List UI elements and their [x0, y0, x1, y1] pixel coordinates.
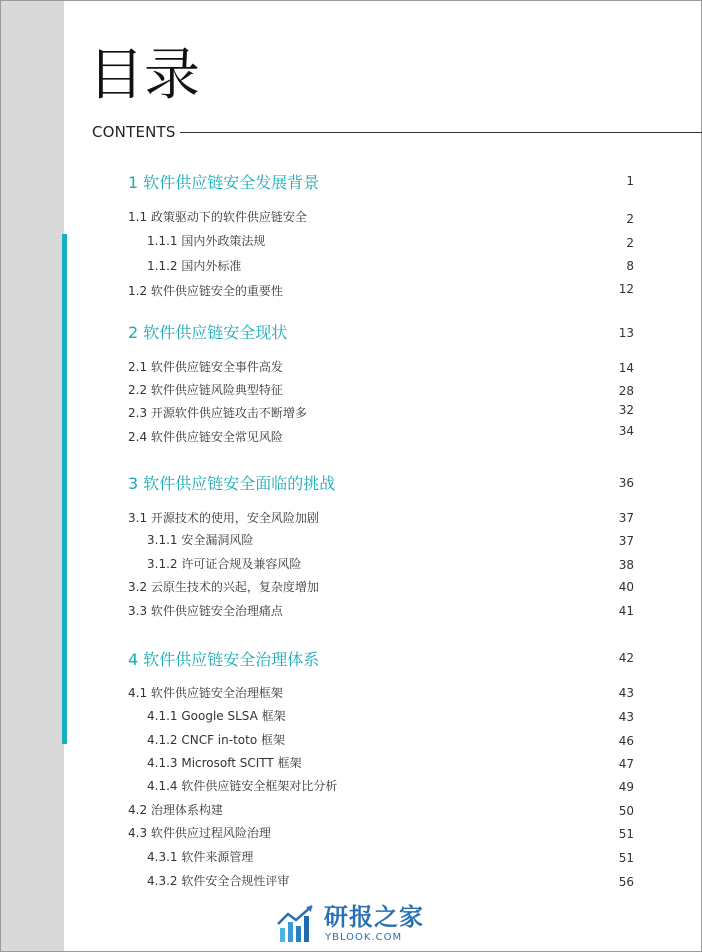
watermark-url: YBLOOK.COM: [325, 932, 403, 943]
toc-label: 3.2 云原生技术的兴起，复杂度增加: [128, 580, 319, 594]
contents-divider: [180, 132, 702, 133]
toc-chapter-2[interactable]: [0, 323, 702, 343]
toc-section[interactable]: [0, 207, 702, 227]
toc-label: 2 软件供应链安全现状: [128, 323, 288, 342]
toc-label: 2.4 软件供应链安全常见风险: [128, 430, 283, 444]
toc-chapter-1[interactable]: [0, 173, 702, 193]
chart-icon: [276, 904, 316, 944]
contents-label: CONTENTS: [92, 123, 176, 141]
toc-label: 3 软件供应链安全面临的挑战: [128, 474, 336, 493]
toc-page-number: 12: [618, 282, 634, 296]
toc-label: 4.1.2 CNCF in-toto 框架: [147, 733, 285, 747]
toc-section[interactable]: [0, 424, 702, 447]
toc-page-number: 2: [626, 236, 634, 250]
toc-page-number: 51: [618, 851, 634, 865]
toc-page-number: 47: [618, 757, 634, 771]
toc-label: 4.1.1 Google SLSA 框架: [147, 709, 286, 723]
toc-page-number: 8: [626, 259, 634, 273]
toc-section[interactable]: [0, 601, 702, 621]
toc-page-number: 32: [618, 403, 634, 417]
toc-label: 3.3 软件供应链安全治理痛点: [128, 604, 283, 618]
toc-subsection[interactable]: [0, 530, 702, 550]
toc-subsection[interactable]: [0, 871, 702, 891]
toc-page-number: 2: [626, 212, 634, 226]
toc-page-number: 40: [618, 580, 634, 594]
toc-page-number: 46: [618, 734, 634, 748]
toc-page-number: 50: [618, 804, 634, 818]
toc-section[interactable]: [0, 683, 702, 703]
toc-label: 4.3 软件供应过程风险治理: [128, 826, 271, 840]
toc-label: 1.1.2 国内外标准: [147, 259, 242, 273]
toc-page-number: 37: [618, 511, 634, 525]
toc-subsection[interactable]: [0, 706, 702, 726]
toc-page-number: 41: [618, 604, 634, 618]
toc-page-number: 28: [618, 384, 634, 398]
toc-section[interactable]: [0, 403, 702, 423]
toc-subsection[interactable]: [0, 730, 702, 750]
toc-page-number: 51: [618, 827, 634, 841]
toc-section[interactable]: [0, 380, 702, 400]
toc-page-number: 1: [626, 174, 634, 188]
toc-chapter-4[interactable]: [0, 650, 702, 670]
toc-label: 1 软件供应链安全发展背景: [128, 173, 320, 192]
toc-page-number: 43: [618, 686, 634, 700]
toc-section[interactable]: [0, 823, 702, 843]
watermark-name: 研报之家: [324, 903, 424, 931]
toc-label: 3.1.2 许可证合规及兼容风险: [147, 557, 302, 571]
toc-page-number: 42: [618, 651, 634, 665]
toc-label: 4.2 治理体系构建: [128, 803, 223, 817]
toc-label: 1.2 软件供应链安全的重要性: [128, 284, 283, 298]
toc-label: 4 软件供应链安全治理体系: [128, 650, 320, 669]
page-title: 目录: [88, 43, 200, 108]
toc-section[interactable]: [0, 508, 702, 528]
toc-subsection[interactable]: [0, 554, 702, 574]
toc-page-number: 34: [618, 424, 634, 438]
toc-section[interactable]: [0, 800, 702, 820]
toc-subsection[interactable]: [0, 231, 702, 251]
toc-label: 4.1.4 软件供应链安全框架对比分析: [147, 779, 338, 793]
toc-page-number: 43: [618, 710, 634, 724]
toc-label: 3.1 开源技术的使用，安全风险加剧: [128, 511, 319, 525]
toc-label: 3.1.1 安全漏洞风险: [147, 533, 254, 547]
toc-page-number: 37: [618, 534, 634, 548]
toc-label: 4.3.2 软件安全合规性评审: [147, 874, 290, 888]
toc-label: 4.1.3 Microsoft SCITT 框架: [147, 756, 302, 770]
toc-page-number: 49: [618, 780, 634, 794]
toc-subsection[interactable]: [0, 256, 702, 276]
toc-label: 2.1 软件供应链安全事件高发: [128, 360, 283, 374]
toc-label: 4.3.1 软件来源管理: [147, 850, 254, 864]
toc-page-number: 38: [618, 558, 634, 572]
toc-subsection[interactable]: [0, 753, 702, 773]
watermark-logo: [276, 902, 436, 948]
toc-label: 2.3 开源软件供应链攻击不断增多: [128, 406, 307, 420]
toc-subsection[interactable]: [0, 776, 702, 796]
toc-page-number: 56: [618, 875, 634, 889]
toc-subsection[interactable]: [0, 847, 702, 867]
toc-section[interactable]: [0, 357, 702, 377]
toc-label: 1.1.1 国内外政策法规: [147, 234, 266, 248]
toc-label: 4.1 软件供应链安全治理框架: [128, 686, 283, 700]
toc-page-number: 36: [618, 476, 634, 490]
toc-page-number: 13: [618, 326, 634, 340]
toc-label: 1.1 政策驱动下的软件供应链安全: [128, 210, 307, 224]
toc-section[interactable]: [0, 281, 702, 301]
toc-chapter-3[interactable]: [0, 474, 702, 494]
toc-page-number: 14: [618, 361, 634, 375]
toc-section[interactable]: [0, 577, 702, 597]
toc-label: 2.2 软件供应链风险典型特征: [128, 383, 283, 397]
